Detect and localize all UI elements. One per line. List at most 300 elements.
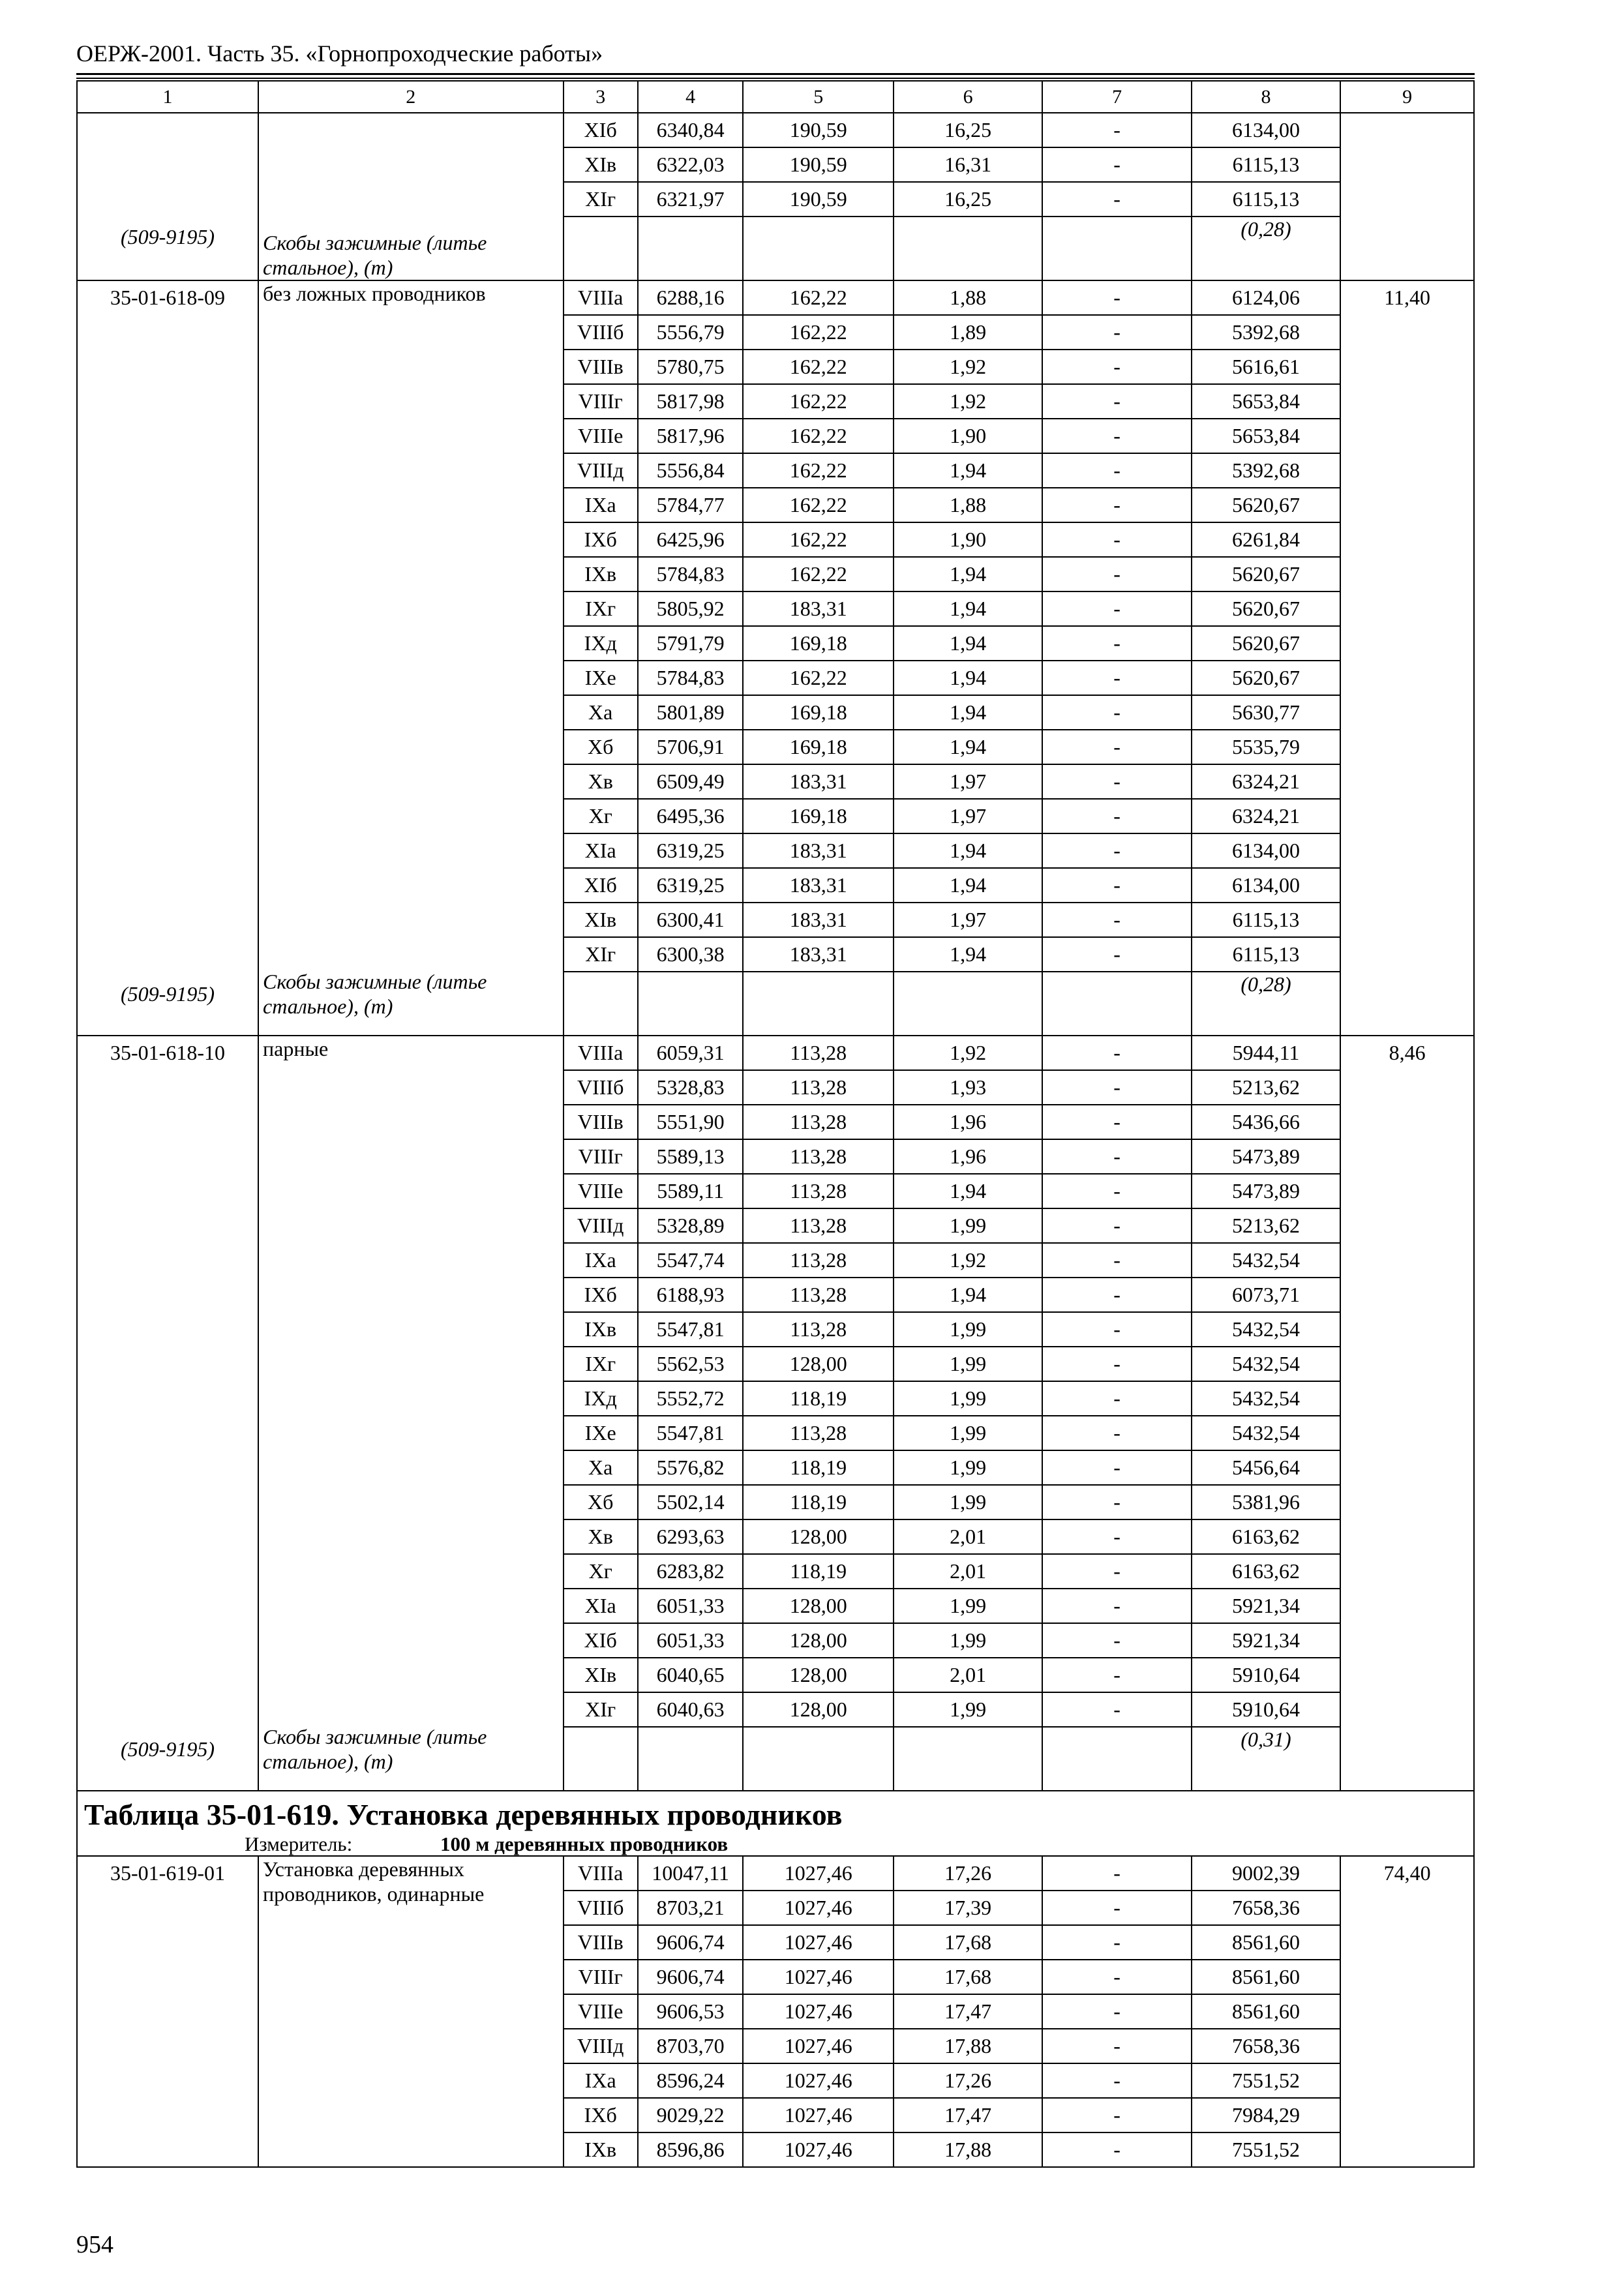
table-cell: - bbox=[1042, 1174, 1191, 1208]
table-cell: 5551,90 bbox=[638, 1105, 744, 1139]
column-header: 5 bbox=[743, 81, 894, 113]
table-cell: 6040,63 bbox=[638, 1692, 744, 1727]
table-cell: - bbox=[1042, 182, 1191, 217]
table-cell: 5473,89 bbox=[1192, 1174, 1340, 1208]
table-cell: 17,68 bbox=[894, 1925, 1042, 1960]
table-cell: 1027,46 bbox=[743, 2063, 894, 2098]
table-cell: 5784,77 bbox=[638, 488, 744, 522]
table-cell: 6163,62 bbox=[1192, 1519, 1340, 1554]
table-cell: - bbox=[1042, 1554, 1191, 1589]
table-cell: 6300,41 bbox=[638, 903, 744, 937]
table-cell: - bbox=[1042, 1960, 1191, 1994]
measure-line bbox=[78, 1834, 1473, 1854]
header-rule bbox=[76, 73, 1475, 75]
table-cell: 5653,84 bbox=[1192, 384, 1340, 419]
table-cell: 9029,22 bbox=[638, 2098, 744, 2132]
resource-value: (0,28) bbox=[1192, 972, 1340, 1036]
table-cell: 5780,75 bbox=[638, 350, 744, 384]
table-cell bbox=[1042, 1727, 1191, 1791]
table-cell: 5432,54 bbox=[1192, 1312, 1340, 1347]
table-cell: 1,88 bbox=[894, 488, 1042, 522]
table-cell: XIб bbox=[564, 113, 638, 147]
table-cell: 6293,63 bbox=[638, 1519, 744, 1554]
table-row bbox=[77, 113, 1474, 147]
table-cell: 17,88 bbox=[894, 2029, 1042, 2063]
spacer bbox=[82, 314, 254, 978]
table-cell: 1,94 bbox=[894, 591, 1042, 626]
table-cell: - bbox=[1042, 730, 1191, 764]
rate-name: Установка деревянных проводников, одинарные bbox=[262, 1857, 485, 1906]
table-cell: 1,92 bbox=[894, 1036, 1042, 1070]
table-cell: 5784,83 bbox=[638, 661, 744, 695]
table-cell: 6134,00 bbox=[1192, 113, 1340, 147]
table-cell: XIв bbox=[564, 1658, 638, 1692]
table-cell: 8561,60 bbox=[1192, 1925, 1340, 1960]
table-cell bbox=[564, 217, 638, 280]
table-cell: 6124,06 bbox=[1192, 280, 1340, 315]
table-cell: 7984,29 bbox=[1192, 2098, 1340, 2132]
table-cell: 113,28 bbox=[743, 1139, 894, 1174]
table-cell: 6115,13 bbox=[1192, 937, 1340, 972]
table-cell: Xa bbox=[564, 695, 638, 730]
table-cell: 8561,60 bbox=[1192, 1960, 1340, 1994]
table-cell: XIв bbox=[564, 903, 638, 937]
table-cell: - bbox=[1042, 384, 1191, 419]
table-cell: - bbox=[1042, 1139, 1191, 1174]
table-cell: 162,22 bbox=[743, 384, 894, 419]
table-cell: 5576,82 bbox=[638, 1450, 744, 1485]
table-cell: - bbox=[1042, 1312, 1191, 1347]
labor-cell: 8,46 bbox=[1340, 1036, 1474, 1791]
table-cell: 6261,84 bbox=[1192, 522, 1340, 557]
table-cell: 5589,11 bbox=[638, 1174, 744, 1208]
table-cell: 169,18 bbox=[743, 626, 894, 661]
table-cell: 5432,54 bbox=[1192, 1381, 1340, 1416]
table-cell: 2,01 bbox=[894, 1658, 1042, 1692]
table-cell: - bbox=[1042, 1925, 1191, 1960]
table-cell: 5552,72 bbox=[638, 1381, 744, 1416]
column-header: 9 bbox=[1340, 81, 1474, 113]
table-cell: 113,28 bbox=[743, 1036, 894, 1070]
table-cell: 6319,25 bbox=[638, 833, 744, 868]
table-cell: 162,22 bbox=[743, 280, 894, 315]
table-cell: 1027,46 bbox=[743, 1891, 894, 1925]
table-cell: 5502,14 bbox=[638, 1485, 744, 1519]
table-cell: 6134,00 bbox=[1192, 833, 1340, 868]
table-cell: 1,93 bbox=[894, 1070, 1042, 1105]
table-cell: XIa bbox=[564, 833, 638, 868]
table-cell: VIIIв bbox=[564, 1925, 638, 1960]
table-cell: 5944,11 bbox=[1192, 1036, 1340, 1070]
column-header: 1 bbox=[77, 81, 258, 113]
resource-name: Скобы зажимные (литье стальное), (т) bbox=[258, 113, 564, 280]
table-cell: 5616,61 bbox=[1192, 350, 1340, 384]
table-cell: 17,88 bbox=[894, 2132, 1042, 2167]
table-cell bbox=[564, 972, 638, 1036]
table-cell: IXг bbox=[564, 1347, 638, 1381]
table-cell: 17,26 bbox=[894, 2063, 1042, 2098]
table-cell: 5328,89 bbox=[638, 1208, 744, 1243]
price-table bbox=[76, 80, 1475, 2168]
table-cell: Xв bbox=[564, 1519, 638, 1554]
table-cell: 17,26 bbox=[894, 1856, 1042, 1891]
table-cell: 17,39 bbox=[894, 1891, 1042, 1925]
table-cell: 5653,84 bbox=[1192, 419, 1340, 453]
table-cell: - bbox=[1042, 315, 1191, 350]
table-cell: - bbox=[1042, 350, 1191, 384]
table-cell: - bbox=[1042, 1070, 1191, 1105]
column-header: 8 bbox=[1192, 81, 1340, 113]
table-cell: 162,22 bbox=[743, 522, 894, 557]
table-cell: 6322,03 bbox=[638, 147, 744, 182]
table-cell bbox=[894, 1727, 1042, 1791]
resource-code: (509-9195) bbox=[121, 1737, 215, 1761]
measure-label: Измеритель: bbox=[245, 1833, 353, 1855]
table-cell: 5620,67 bbox=[1192, 557, 1340, 591]
table-cell: 5921,34 bbox=[1192, 1589, 1340, 1623]
table-cell: VIIIб bbox=[564, 315, 638, 350]
table-cell: 6134,00 bbox=[1192, 868, 1340, 903]
table-cell: 118,19 bbox=[743, 1381, 894, 1416]
table-cell: - bbox=[1042, 1243, 1191, 1278]
table-title-row bbox=[77, 1791, 1474, 1856]
table-cell: 5910,64 bbox=[1192, 1692, 1340, 1727]
table-cell: Xa bbox=[564, 1450, 638, 1485]
table-cell: 5328,83 bbox=[638, 1070, 744, 1105]
table-cell: VIIIв bbox=[564, 1105, 638, 1139]
table-cell: - bbox=[1042, 937, 1191, 972]
table-cell: 6324,21 bbox=[1192, 764, 1340, 799]
table-cell: 5432,54 bbox=[1192, 1347, 1340, 1381]
table-cell: 5556,79 bbox=[638, 315, 744, 350]
table-cell: - bbox=[1042, 2029, 1191, 2063]
table-cell: - bbox=[1042, 488, 1191, 522]
table-cell: - bbox=[1042, 1450, 1191, 1485]
table-cell: 5791,79 bbox=[638, 626, 744, 661]
table-cell: 1,97 bbox=[894, 764, 1042, 799]
resource-code: (509-9195) bbox=[77, 113, 258, 280]
table-cell: 1,94 bbox=[894, 453, 1042, 488]
rate-code-cell bbox=[77, 1856, 258, 2167]
table-cell: VIIIе bbox=[564, 1174, 638, 1208]
table-cell: 5620,67 bbox=[1192, 488, 1340, 522]
table-cell: - bbox=[1042, 764, 1191, 799]
column-header-row bbox=[77, 81, 1474, 113]
table-cell: VIIIб bbox=[564, 1070, 638, 1105]
table-cell: 6115,13 bbox=[1192, 903, 1340, 937]
table-cell: 1,99 bbox=[894, 1381, 1042, 1416]
table-cell: - bbox=[1042, 626, 1191, 661]
measure-value: 100 м деревянных проводников bbox=[440, 1833, 729, 1855]
table-cell: 128,00 bbox=[743, 1589, 894, 1623]
table-cell: - bbox=[1042, 868, 1191, 903]
table-cell: 1,94 bbox=[894, 1174, 1042, 1208]
table-cell: 6425,96 bbox=[638, 522, 744, 557]
table-cell: 16,25 bbox=[894, 113, 1042, 147]
table-cell: 6051,33 bbox=[638, 1589, 744, 1623]
table-cell: 113,28 bbox=[743, 1243, 894, 1278]
table-cell: 1,90 bbox=[894, 522, 1042, 557]
table-cell: 5213,62 bbox=[1192, 1208, 1340, 1243]
table-cell: 128,00 bbox=[743, 1623, 894, 1658]
table-cell bbox=[638, 217, 744, 280]
table-cell: - bbox=[1042, 1891, 1191, 1925]
rate-name-cell bbox=[258, 1036, 564, 1791]
table-cell: - bbox=[1042, 522, 1191, 557]
table-row bbox=[77, 1856, 1474, 1891]
table-cell: 9002,39 bbox=[1192, 1856, 1340, 1891]
table-cell: VIIIa bbox=[564, 1036, 638, 1070]
table-cell: 118,19 bbox=[743, 1485, 894, 1519]
rate-code: 35-01-618-09 bbox=[110, 286, 225, 309]
table-cell: IXa bbox=[564, 488, 638, 522]
table-cell: 1,90 bbox=[894, 419, 1042, 453]
table-cell: 1,94 bbox=[894, 557, 1042, 591]
table-cell: 5784,83 bbox=[638, 557, 744, 591]
table-cell: 1,99 bbox=[894, 1347, 1042, 1381]
table-cell: 6340,84 bbox=[638, 113, 744, 147]
table-cell: 162,22 bbox=[743, 488, 894, 522]
table-cell: - bbox=[1042, 1036, 1191, 1070]
table-cell: - bbox=[1042, 1208, 1191, 1243]
table-cell: 5392,68 bbox=[1192, 453, 1340, 488]
table-cell: 1,99 bbox=[894, 1312, 1042, 1347]
table-cell: 1,99 bbox=[894, 1589, 1042, 1623]
column-header: 3 bbox=[564, 81, 638, 113]
resource-value: (0,28) bbox=[1192, 217, 1340, 280]
table-cell: 6324,21 bbox=[1192, 799, 1340, 833]
table-row bbox=[77, 280, 1474, 315]
table-cell: - bbox=[1042, 1519, 1191, 1554]
table-cell: 1,94 bbox=[894, 730, 1042, 764]
table-cell: XIг bbox=[564, 937, 638, 972]
table-cell: 6115,13 bbox=[1192, 182, 1340, 217]
table-cell: Xб bbox=[564, 730, 638, 764]
table-cell: 5910,64 bbox=[1192, 1658, 1340, 1692]
table-cell: IXa bbox=[564, 2063, 638, 2098]
table-cell: IXб bbox=[564, 522, 638, 557]
table-cell: 1,99 bbox=[894, 1450, 1042, 1485]
table-cell: 5630,77 bbox=[1192, 695, 1340, 730]
table-cell: 7658,36 bbox=[1192, 1891, 1340, 1925]
table-cell: 5547,74 bbox=[638, 1243, 744, 1278]
table-cell: 169,18 bbox=[743, 799, 894, 833]
table-cell: 2,01 bbox=[894, 1554, 1042, 1589]
table-cell: 5589,13 bbox=[638, 1139, 744, 1174]
table-cell: 128,00 bbox=[743, 1347, 894, 1381]
table-cell: 5381,96 bbox=[1192, 1485, 1340, 1519]
table-cell: 113,28 bbox=[743, 1312, 894, 1347]
table-cell: 1,92 bbox=[894, 350, 1042, 384]
table-cell: 1027,46 bbox=[743, 2132, 894, 2167]
table-cell: 6115,13 bbox=[1192, 147, 1340, 182]
table-cell: 1,94 bbox=[894, 937, 1042, 972]
table-cell: 183,31 bbox=[743, 764, 894, 799]
table-cell: 183,31 bbox=[743, 937, 894, 972]
table-cell: VIIIг bbox=[564, 1139, 638, 1174]
table-cell: - bbox=[1042, 419, 1191, 453]
table-cell: XIб bbox=[564, 868, 638, 903]
rate-code-cell bbox=[77, 1036, 258, 1791]
table-cell: - bbox=[1042, 1994, 1191, 2029]
table-cell: 5620,67 bbox=[1192, 626, 1340, 661]
table-cell: 17,68 bbox=[894, 1960, 1042, 1994]
table-cell: 190,59 bbox=[743, 147, 894, 182]
table-cell: 5562,53 bbox=[638, 1347, 744, 1381]
table-cell: 183,31 bbox=[743, 903, 894, 937]
rate-code: 35-01-618-10 bbox=[110, 1041, 225, 1064]
table-cell: 1,97 bbox=[894, 799, 1042, 833]
table-cell: XIб bbox=[564, 1623, 638, 1658]
table-cell: 9606,74 bbox=[638, 1960, 744, 1994]
table-cell: 5817,96 bbox=[638, 419, 744, 453]
table-cell: 7551,52 bbox=[1192, 2132, 1340, 2167]
table-cell: 190,59 bbox=[743, 113, 894, 147]
table-cell: IXд bbox=[564, 1381, 638, 1416]
table-cell: - bbox=[1042, 1692, 1191, 1727]
table-cell: 190,59 bbox=[743, 182, 894, 217]
table-cell: 162,22 bbox=[743, 315, 894, 350]
table-cell: 7551,52 bbox=[1192, 2063, 1340, 2098]
table-cell: - bbox=[1042, 2132, 1191, 2167]
table-cell: 162,22 bbox=[743, 453, 894, 488]
table-cell: VIIIг bbox=[564, 1960, 638, 1994]
table-cell: 1,99 bbox=[894, 1623, 1042, 1658]
table-cell: 5547,81 bbox=[638, 1416, 744, 1450]
table-cell: 6283,82 bbox=[638, 1554, 744, 1589]
table-cell: - bbox=[1042, 1416, 1191, 1450]
table-cell bbox=[743, 1727, 894, 1791]
spacer bbox=[263, 306, 559, 969]
table-cell bbox=[1042, 972, 1191, 1036]
table-cell: 6321,97 bbox=[638, 182, 744, 217]
table-cell bbox=[1340, 113, 1474, 280]
table-cell: 16,25 bbox=[894, 182, 1042, 217]
table-cell: - bbox=[1042, 1347, 1191, 1381]
column-header: 2 bbox=[258, 81, 564, 113]
table-cell: 118,19 bbox=[743, 1450, 894, 1485]
table-cell: - bbox=[1042, 147, 1191, 182]
table-cell: VIIIе bbox=[564, 419, 638, 453]
table-cell: - bbox=[1042, 591, 1191, 626]
table-cell: 9606,74 bbox=[638, 1925, 744, 1960]
table-cell bbox=[564, 1727, 638, 1791]
table-cell: 7658,36 bbox=[1192, 2029, 1340, 2063]
table-cell: IXе bbox=[564, 661, 638, 695]
rate-name-cell bbox=[258, 1856, 564, 2167]
table-cell: 6288,16 bbox=[638, 280, 744, 315]
table-cell: 118,19 bbox=[743, 1554, 894, 1589]
table-cell: 5805,92 bbox=[638, 591, 744, 626]
table-cell: 1,92 bbox=[894, 1243, 1042, 1278]
table-cell: 6040,65 bbox=[638, 1658, 744, 1692]
table-cell: XIв bbox=[564, 147, 638, 182]
table-cell: VIIIa bbox=[564, 1856, 638, 1891]
table-cell: VIIIa bbox=[564, 280, 638, 315]
table-cell: 1027,46 bbox=[743, 1960, 894, 1994]
table-cell bbox=[894, 217, 1042, 280]
column-header: 7 bbox=[1042, 81, 1191, 113]
table-cell: - bbox=[1042, 833, 1191, 868]
table-cell: 183,31 bbox=[743, 591, 894, 626]
table-cell: 5432,54 bbox=[1192, 1243, 1340, 1278]
table-cell: 162,22 bbox=[743, 661, 894, 695]
table-cell: 10047,11 bbox=[638, 1856, 744, 1891]
table-cell: 2,01 bbox=[894, 1519, 1042, 1554]
resource-name: Скобы зажимные (литье стальное), (т) bbox=[262, 970, 487, 1018]
table-cell: - bbox=[1042, 1485, 1191, 1519]
table-cell: VIIIд bbox=[564, 453, 638, 488]
resource-value: (0,31) bbox=[1192, 1727, 1340, 1791]
spacer bbox=[82, 1070, 254, 1733]
table-cell bbox=[743, 972, 894, 1036]
table-cell: 5432,54 bbox=[1192, 1416, 1340, 1450]
table-cell: 1,89 bbox=[894, 315, 1042, 350]
table-cell: - bbox=[1042, 557, 1191, 591]
table-cell: - bbox=[1042, 2098, 1191, 2132]
table-cell: 1,88 bbox=[894, 280, 1042, 315]
table-cell: 162,22 bbox=[743, 419, 894, 453]
table-cell bbox=[894, 972, 1042, 1036]
table-cell: 1,94 bbox=[894, 695, 1042, 730]
table-cell: 6319,25 bbox=[638, 868, 744, 903]
table-cell: - bbox=[1042, 661, 1191, 695]
header-rule-thin bbox=[76, 78, 1475, 79]
table-cell: 1,96 bbox=[894, 1139, 1042, 1174]
table-cell: 1,96 bbox=[894, 1105, 1042, 1139]
table-cell: 1,99 bbox=[894, 1208, 1042, 1243]
table-cell: Xг bbox=[564, 1554, 638, 1589]
table-cell: 6188,93 bbox=[638, 1278, 744, 1312]
table-cell bbox=[1042, 217, 1191, 280]
table-cell: 1,99 bbox=[894, 1485, 1042, 1519]
table-cell: Xб bbox=[564, 1485, 638, 1519]
table-cell: - bbox=[1042, 453, 1191, 488]
table-cell: 5535,79 bbox=[1192, 730, 1340, 764]
table-cell: 5706,91 bbox=[638, 730, 744, 764]
table-cell: 1027,46 bbox=[743, 1925, 894, 1960]
table-cell: 1,94 bbox=[894, 833, 1042, 868]
resource-name: Скобы зажимные (литье стальное), (т) bbox=[262, 1725, 487, 1773]
table-title: Таблица 35-01-619. Установка деревянных проводников bbox=[84, 1798, 843, 1831]
rate-name-cell bbox=[258, 280, 564, 1036]
table-cell: - bbox=[1042, 695, 1191, 730]
table-cell: 169,18 bbox=[743, 730, 894, 764]
table-cell: 6163,62 bbox=[1192, 1554, 1340, 1589]
table-cell: IXв bbox=[564, 2132, 638, 2167]
table-cell: XIг bbox=[564, 182, 638, 217]
table-cell: IXд bbox=[564, 626, 638, 661]
table-cell: - bbox=[1042, 1381, 1191, 1416]
table-cell bbox=[638, 1727, 744, 1791]
table-cell: 5473,89 bbox=[1192, 1139, 1340, 1174]
table-cell: 1,92 bbox=[894, 384, 1042, 419]
table-cell: Xв bbox=[564, 764, 638, 799]
table-cell: IXг bbox=[564, 591, 638, 626]
table-cell: 128,00 bbox=[743, 1519, 894, 1554]
table-cell: 113,28 bbox=[743, 1105, 894, 1139]
table-row bbox=[77, 1036, 1474, 1070]
labor-cell: 74,40 bbox=[1340, 1856, 1474, 2167]
rate-code-cell bbox=[77, 280, 258, 1036]
table-cell: - bbox=[1042, 1278, 1191, 1312]
table-title-cell bbox=[77, 1791, 1474, 1856]
table-cell: 6051,33 bbox=[638, 1623, 744, 1658]
table-cell: 5456,64 bbox=[1192, 1450, 1340, 1485]
table-cell: 113,28 bbox=[743, 1278, 894, 1312]
table-cell: VIIIд bbox=[564, 2029, 638, 2063]
table-cell: VIIIд bbox=[564, 1208, 638, 1243]
